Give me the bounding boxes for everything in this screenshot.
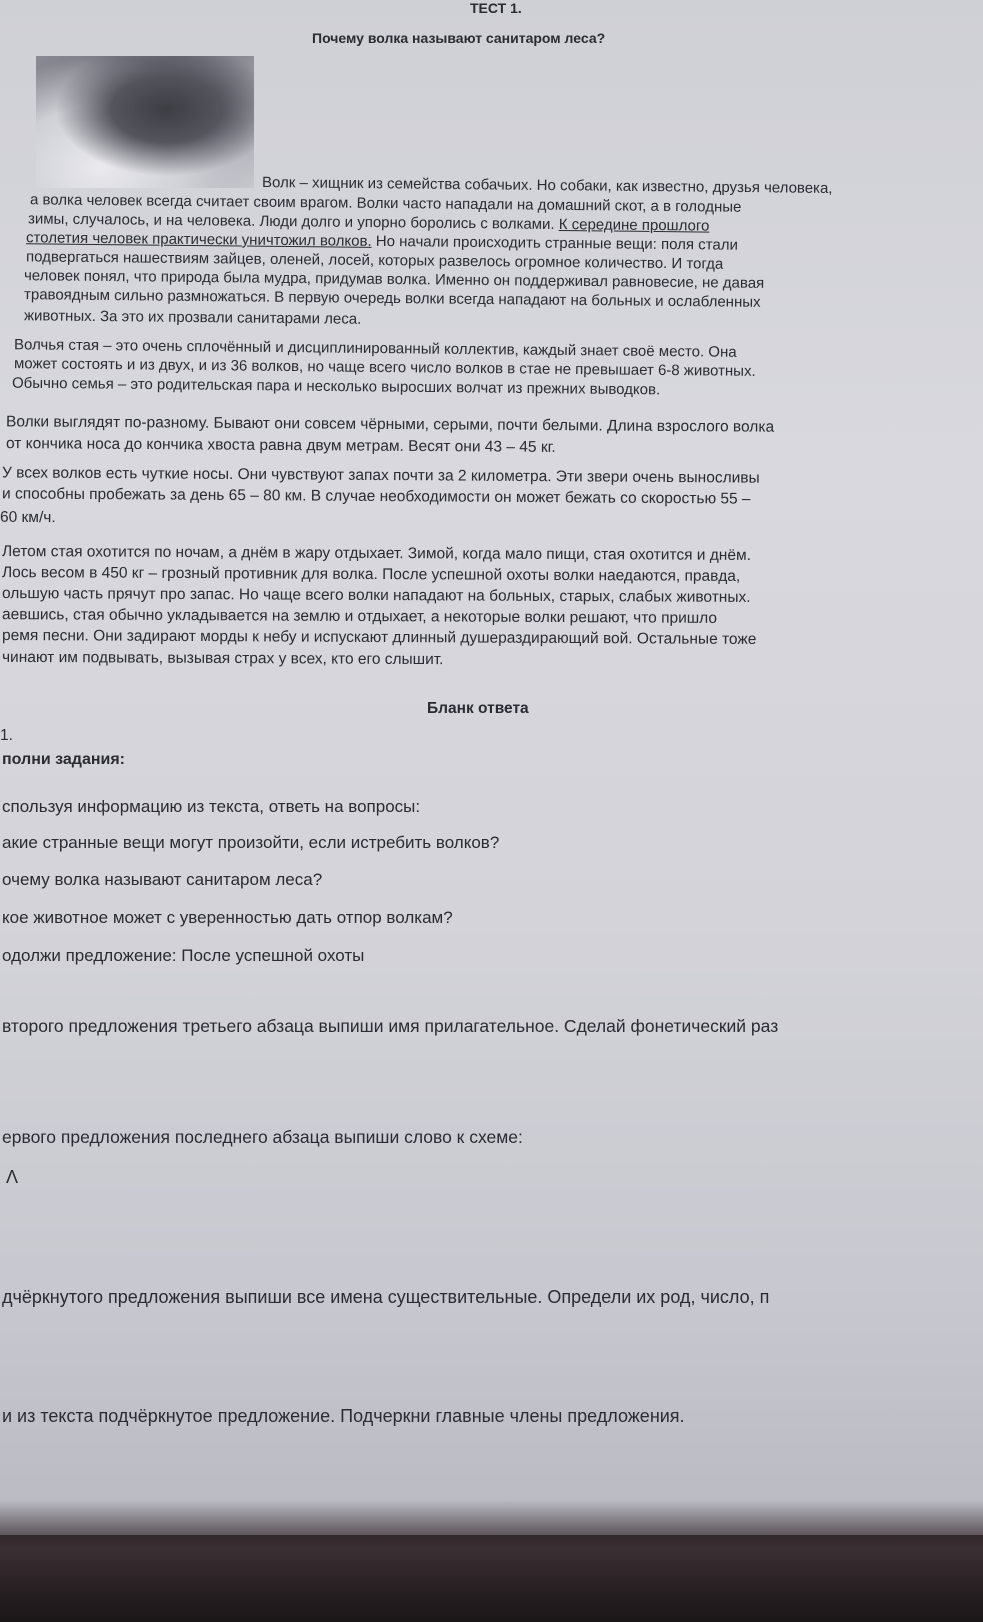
- text-line: травоядным сильно размножаться. В первую очередь волки всегда нападают на больных и ослабленных: [23, 286, 761, 311]
- text-segment: зимы, случалось, и на человека. Люди долго и упорно боролись с волками.: [27, 210, 555, 233]
- question-1: акие странные вещи могут произойти, если истребить волков?: [2, 833, 500, 852]
- task-5: и из текста подчёркнутое предложение. Подчеркни главные члены предложения.: [2, 1406, 685, 1426]
- text-line: Лось весом в 450 кг – грозный противник для волка. После успешной охоты волки наедаются, правда,: [1, 564, 741, 585]
- text-line: может состоять и из двух, и из 36 волков, но чаще всего число волков в стае не превышает 6-8 животных.: [13, 355, 756, 380]
- text-line: Волчья стая – это очень сплочённый и дисциплинированный коллектив, каждый знает своё место. Она: [13, 336, 737, 361]
- text-line: подвергаться нашествиям зайцев, оленей, лосей, которых развелось огромное количество. И тогда: [25, 248, 724, 273]
- text-line: ольшую часть прячут про запас. Но чаще всего волки нападают на больных, старых, слабых животных.: [1, 585, 751, 606]
- text-line: 60 км/ч.: [0, 508, 56, 527]
- question-intro: спользуя информацию из текста, ответь на вопросы:: [2, 797, 421, 816]
- question-3: кое животное может с уверенностью дать отпор волкам?: [2, 908, 453, 927]
- test-title: ТЕСТ 1.: [470, 0, 522, 16]
- text-line: чинают им подвывать, вызывая страх у всех, кто его слышит.: [1, 648, 444, 669]
- question-title: Почему волка называют санитаром леса?: [312, 30, 606, 46]
- text-line: человек понял, что природа была мудра, придумав волка. Именно он поддерживал равновесие, не давая: [23, 267, 765, 292]
- desk-shadow: [0, 1500, 983, 1622]
- text-line: Волк – хищник из семейства собачьих. Но собаки, как известно, друзья человека,: [261, 174, 833, 197]
- answer-number: 1.: [0, 727, 13, 744]
- text-line: от кончика носа до кончика хвоста равна двум метрам. Весят они 43 – 45 кг.: [5, 435, 556, 456]
- word-scheme: Λ: [6, 1167, 19, 1187]
- underlined-sentence-part: К середине прошлого: [558, 215, 710, 235]
- text-line: и способны пробежать за день 65 – 80 км. В случае необходимости он может бежать со скоростью 55 –: [1, 485, 751, 508]
- text-line: аевшись, стая обычно укладывается на землю и отдыхает, а некоторые волки решают, что пришло: [1, 606, 718, 627]
- task-header: полни задания:: [2, 751, 126, 768]
- text-line: Обычно семья – это родительская пара и несколько выросших волчат из прежних выводков.: [11, 374, 661, 399]
- text-segment: Но начали происходить странные вещи: поля стали: [375, 232, 738, 254]
- answer-title: Бланк ответа: [427, 700, 529, 717]
- text-line: Волки выглядят по-разному. Бывают они совсем чёрными, серыми, почти белыми. Длина взрослого волка: [5, 413, 775, 436]
- task-4: дчёркнутого предложения выпиши все имена существительные. Определи их род, число, п: [2, 1287, 770, 1307]
- task-2: второго предложения третьего абзаца выпиши имя прилагательное. Сделай фонетический раз: [2, 1016, 779, 1036]
- text-line: ремя песни. Они задирают морды к небу и испускают длинный душераздирающий вой. Остальные тоже: [1, 627, 757, 648]
- text-line: Летом стая охотится по ночам, а днём в жару отдыхает. Зимой, когда мало пищи, стая охотится и днём.: [1, 543, 752, 564]
- question-4: одолжи предложение: После успешной охоты: [2, 946, 365, 965]
- task-3: ервого предложения последнего абзаца выпиши слово к схеме:: [2, 1127, 523, 1147]
- text-line: а волка человек всегда считает своим врагом. Волки часто нападали на домашний скот, а в голодные: [29, 191, 742, 216]
- text-line: У всех волков есть чуткие носы. Они чувствуют запах почти за 2 километра. Эти звери очень выносливы: [1, 464, 760, 487]
- wolf-photo: [36, 56, 254, 188]
- underlined-sentence-part: столетия человек практически уничтожил волков.: [25, 229, 372, 250]
- text-line: животных. За это их прозвали санитарами леса.: [23, 307, 362, 328]
- question-2: очему волка называют санитаром леса?: [2, 870, 323, 889]
